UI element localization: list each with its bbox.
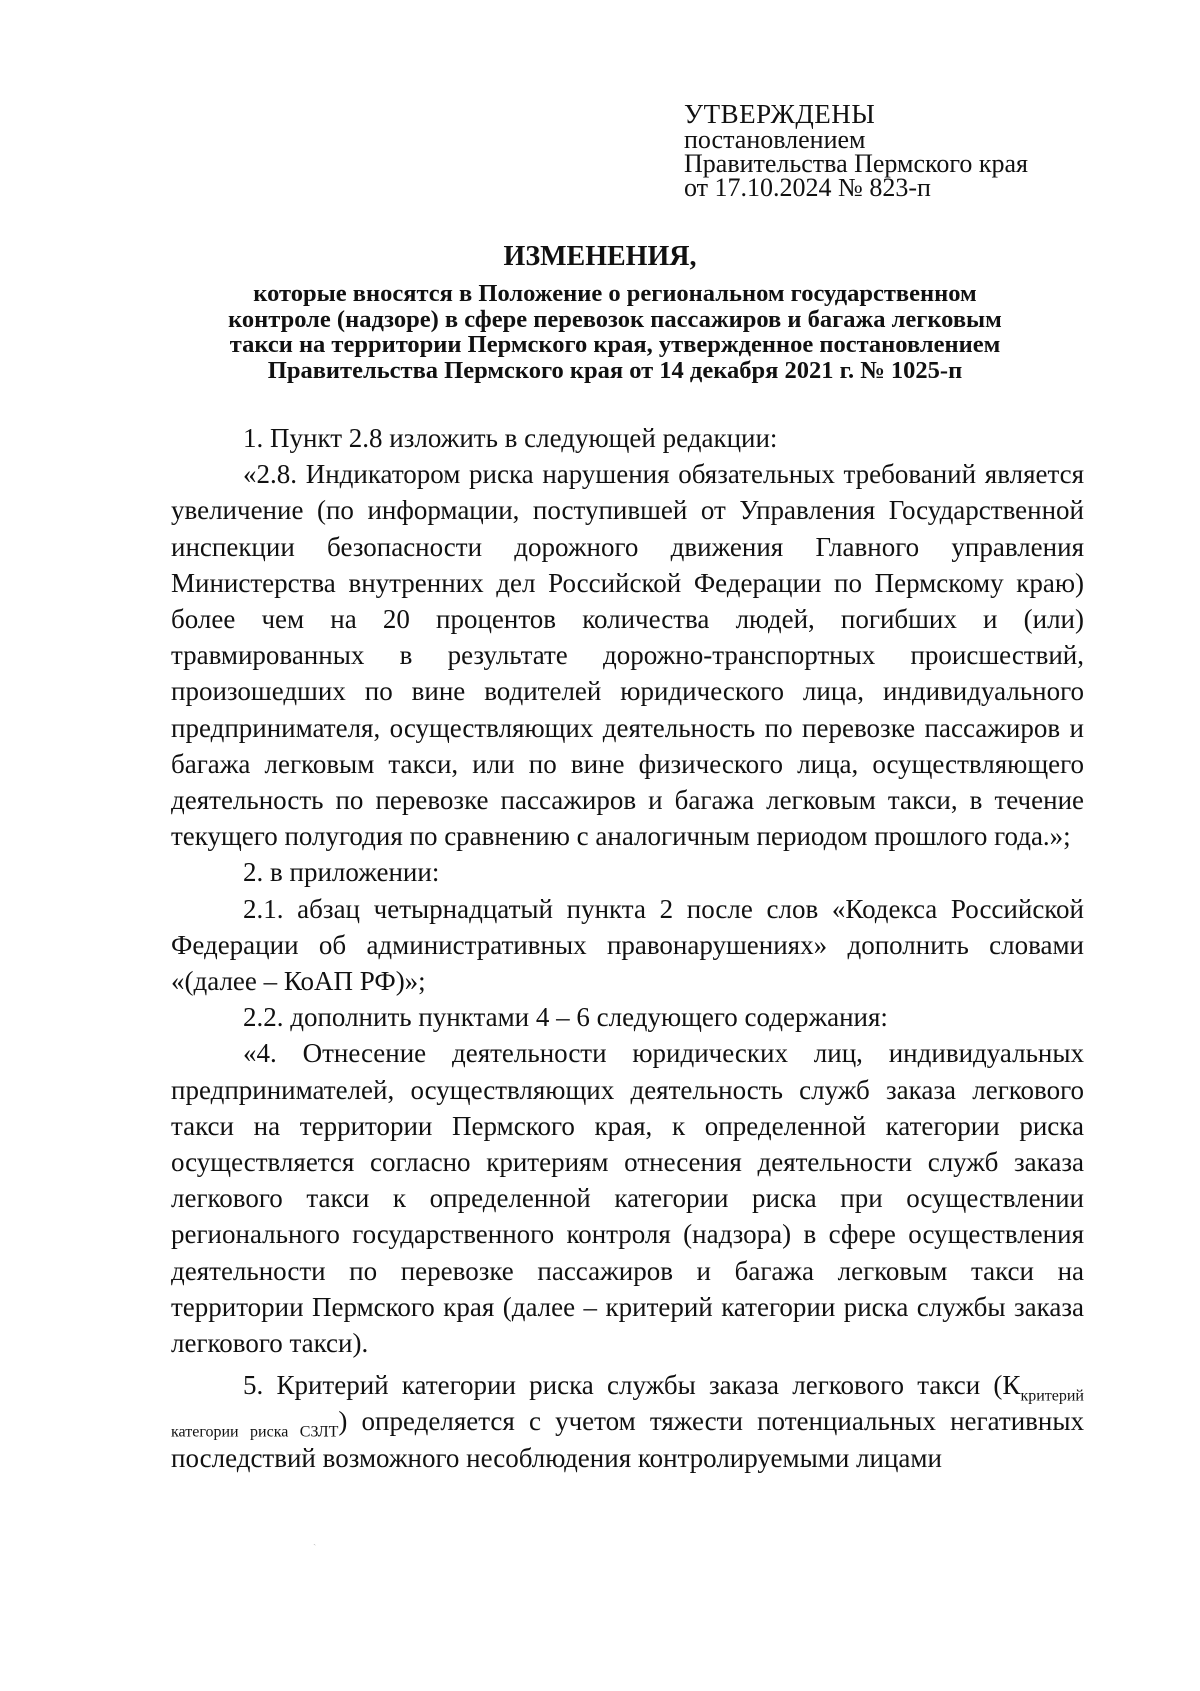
subtitle-line-1: которые вносятся в Положение о региональном государственном	[253, 280, 977, 307]
paragraph-7-start: 5. Критерий категории риска службы заказа легкового такси (К	[243, 1370, 1021, 1401]
approval-title: УТВЕРЖДЕНЫ	[684, 99, 876, 129]
approval-block	[684, 100, 1144, 200]
subtitle-line-4: Правительства Пермского края от 14 декабря 2021 г. № 1025-п	[267, 356, 963, 384]
paragraph-3: 2. в приложении:	[243, 857, 440, 888]
k-subscript-2: категории риска СЗЛТ	[171, 1423, 339, 1441]
document-subtitle	[150, 281, 1080, 383]
scan-speck: ˎ	[313, 1535, 317, 1546]
approval-line-3: от 17.10.2024 № 823-п	[684, 173, 931, 202]
paragraph-7	[171, 1367, 1084, 1476]
paragraph-1: 1. Пункт 2.8 изложить в следующей редакции:	[243, 423, 778, 453]
subtitle-line-2: контроле (надзоре) в сфере перевозок пассажиров и багажа легковым	[228, 305, 1002, 333]
document-title: ИЗМЕНЕНИЯ,	[503, 241, 697, 272]
paragraph-7-end: ) определяется с учетом тяжести потенциальных негативных последствий возможного несоблюдения контролируемыми лицами	[171, 1406, 1084, 1473]
document-body	[171, 420, 1084, 1476]
subtitle-line-3: такси на территории Пермского края, утвержденное постановлением	[229, 331, 1001, 358]
paragraph-2: «2.8. Индикатором риска нарушения обязательных требований является увеличение (по информации, поступившей от Управления Государственной инспекции безопасности дорожного движения Главного управления Министерства внутренних дел Российской Федерации по Пермскому краю) более чем на 20 процентов количества людей, погибших и (или) травмированных в результате дорожно-транспортных происшествий, произошедших по вине водителей юридического лица, индивидуального предпринимателя, осуществляющих деятельность по перевозке пассажиров и багажа легковым такси, или по вине физического лица, осуществляющего деятельность по перевозке пассажиров и багажа легковым такси, в течение текущего полугодия по сравнению с аналогичным периодом прошлого года.»;	[171, 459, 1084, 852]
paragraph-5: 2.2. дополнить пунктами 4 – 6 следующего содержания:	[243, 1002, 888, 1033]
approval-line-2: Правительства Пермского края	[684, 149, 1028, 178]
k-subscript-1: критерий	[1020, 1387, 1084, 1405]
paragraph-6: «4. Отнесение деятельности юридических лиц, индивидуальных предпринимателей, осуществляющих деятельность служб заказа легкового такси на территории Пермского края, к определенной категории риска осуществляется согласно критериям отнесения деятельности служб заказа легкового такси к определенной категории риска при осуществлении регионального государственного контроля (надзора) в сфере осуществления деятельности по перевозке пассажиров и багажа легковым такси на территории Пермского края (далее – критерий категории риска службы заказа легкового такси).	[171, 1038, 1084, 1359]
approval-line-1: постановлением	[684, 125, 866, 154]
paragraph-4: 2.1. абзац четырнадцатый пункта 2 после слов «Кодекса Российской Федерации об административных правонарушениях» дополнить словами «(далее – КоАП РФ)»;	[171, 893, 1084, 997]
